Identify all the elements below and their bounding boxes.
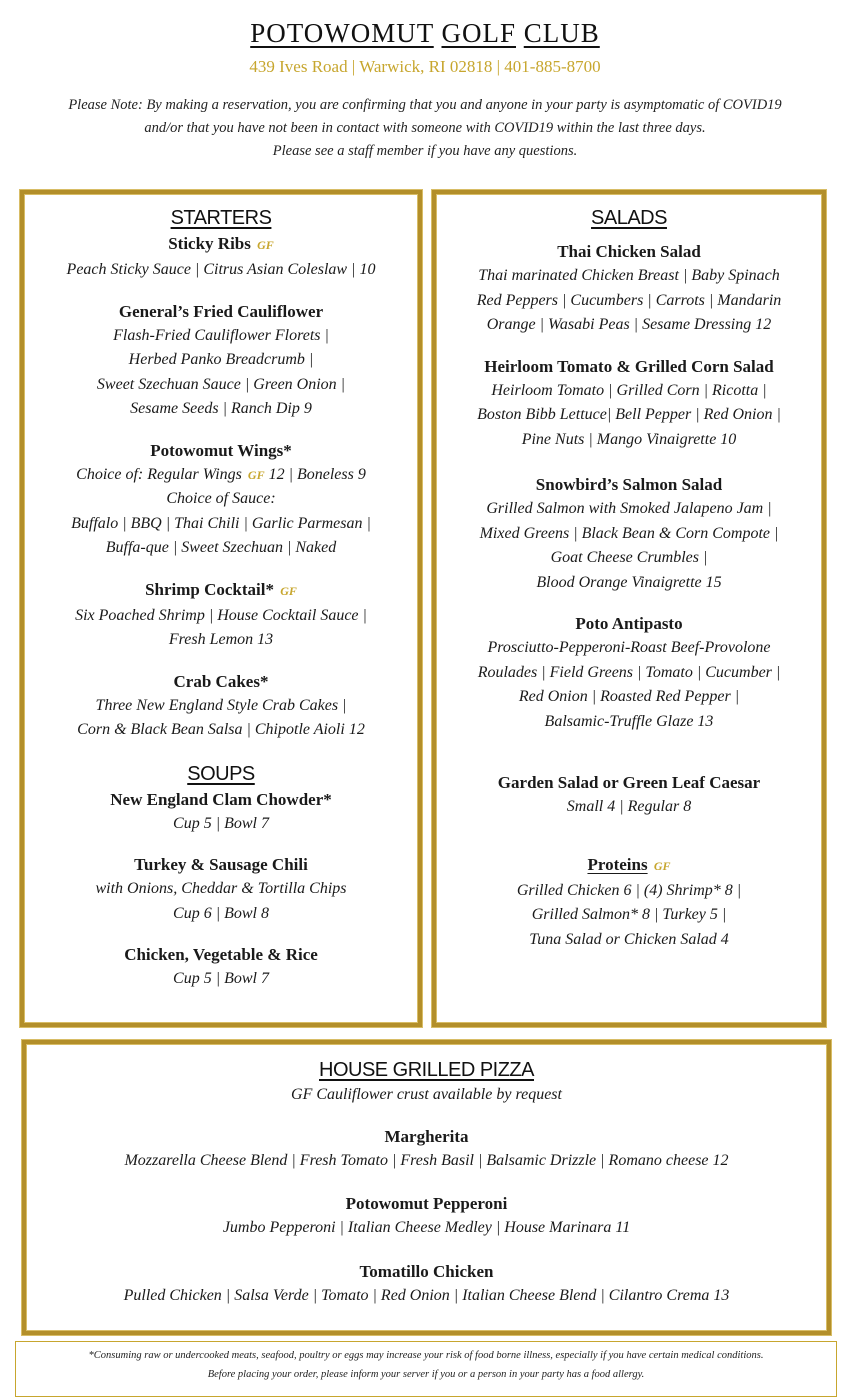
menu-item [24, 852, 418, 926]
menu-item [24, 299, 418, 422]
menu-item [26, 1191, 827, 1241]
item-name: Margherita [384, 1126, 469, 1146]
starters-heading: STARTERS [170, 207, 272, 229]
menu-item [436, 770, 822, 820]
menu-item [436, 239, 822, 338]
menu-item [24, 438, 418, 561]
menu-item [24, 577, 418, 653]
proteins-block [436, 852, 822, 953]
soups-heading: SOUPS [187, 762, 255, 785]
gf-badge: GF [653, 858, 671, 873]
item-name: Thai Chicken Salad [557, 242, 701, 261]
page-header [0, 18, 850, 163]
item-name: Potowomut Wings* [150, 440, 292, 460]
starters-soups-column [24, 205, 418, 992]
menu-item [24, 942, 418, 992]
item-description: Peach Sticky Sauce | Citrus Asian Coleslaw | 10 [66, 261, 376, 278]
club-title-word: CLUB [523, 18, 600, 48]
item-description: Pulled Chicken | Salsa Verde | Tomato | Red Onion | Italian Cheese Blend | Cilantro Crema 13 [123, 1286, 730, 1304]
item-name: Shrimp Cocktail* [145, 579, 274, 599]
item-description: Cup 5 | Bowl 7 [173, 814, 269, 832]
item-name: Garden Salad or Green Leaf Caesar [497, 773, 761, 792]
covid-note-line: and/or that you have not been in contact with someone with COVID19 within the last three days. [144, 120, 706, 136]
item-description: 12 | Boneless 9 [264, 465, 366, 483]
item-name: New England Clam Chowder* [110, 789, 332, 809]
menu-item [24, 669, 418, 743]
menu-item [436, 611, 822, 734]
covid-note [0, 94, 850, 163]
item-name: Chicken, Vegetable & Rice [124, 945, 318, 964]
item-name: Turkey & Sausage Chili [134, 855, 308, 874]
item-name: Heirloom Tomato & Grilled Corn Salad [484, 356, 774, 376]
proteins-heading: Proteins [587, 854, 648, 874]
menu-item [24, 787, 418, 837]
item-description: Jumbo Pepperoni | Italian Cheese Medley | House Marinara 11 [222, 1219, 631, 1236]
item-name: Crab Cakes* [173, 671, 269, 691]
item-description: Heirloom Tomato | Grilled Corn | Ricotta | Boston Bibb Lettuce| Bell Pepper | Red Onion | Pine Nuts | Mango Vinaigrette 10 [477, 381, 781, 448]
item-description: Prosciutto-Pepperoni-Roast Beef-Provolone Roulades | Field Greens | Tomato | Cucumber | Red Onion | Roasted Red Pepper | Balsamic-Truffle Glaze 13 [477, 639, 781, 730]
gf-badge: GF [280, 583, 297, 598]
pizza-section [26, 1057, 827, 1308]
item-name: Tomatillo Chicken [359, 1261, 494, 1281]
item-name: General’s Fried Cauliflower [118, 301, 324, 321]
menu-item [26, 1259, 827, 1309]
item-name: Potowomut Pepperoni [345, 1194, 508, 1213]
item-description: Thai marinated Chicken Breast | Baby Spinach Red Peppers | Cucumbers | Carrots | Mandarin Orange | Wasabi Peas | Sesame Dressing 12 [476, 267, 782, 333]
item-name: Snowbird’s Salmon Salad [535, 475, 723, 494]
pizza-heading: HOUSE GRILLED PIZZA [319, 1059, 534, 1081]
item-description: Choice of Sauce: Buffalo | BBQ | Thai Chili | Garlic Parmesan | Buffa-que | Sweet Szechuan | Naked [71, 490, 371, 556]
item-description: Choice of: Regular Wings [76, 465, 242, 483]
item-description: Grilled Salmon with Smoked Jalapeno Jam | Mixed Greens | Black Bean & Corn Compote | Goat Cheese Crumbles | Blood Orange Vinaigrette 15 [479, 500, 779, 591]
item-name: Poto Antipasto [575, 614, 683, 633]
item-description: Three New England Style Crab Cakes | Corn & Black Bean Salsa | Chipotle Aioli 12 [77, 696, 365, 738]
item-description: Six Poached Shrimp | House Cocktail Sauce | Fresh Lemon 13 [75, 606, 367, 648]
covid-note-line: Please see a staff member if you have any questions. [272, 143, 578, 159]
salads-heading: SALADS [591, 207, 667, 229]
item-description: with Onions, Cheddar & Tortilla Chips Cup 6 | Bowl 8 [95, 880, 347, 922]
item-description: Mozzarella Cheese Blend | Fresh Tomato | Fresh Basil | Balsamic Drizzle | Romano cheese 12 [124, 1151, 729, 1169]
covid-note-line: Please Note: By making a reservation, you are confirming that you and anyone in your party is asymptomatic of COVID19 [68, 97, 782, 113]
item-description: Small 4 | Regular 8 [566, 798, 692, 815]
item-description: Flash-Fried Cauliflower Florets | Herbed Panko Breadcrumb | Sweet Szechuan Sauce | Green Onion | Sesame Seeds | Ranch Dip 9 [96, 326, 346, 417]
club-title-word: POTOWOMUT [250, 18, 434, 48]
menu-item [436, 472, 822, 595]
footnote-line: Before placing your order, please inform your server if you or a person in your party has a food allergy. [207, 1369, 645, 1380]
club-title [0, 18, 850, 49]
proteins-description: Grilled Chicken 6 | (4) Shrimp* 8 | Grilled Salmon* 8 | Turkey 5 | Tuna Salad or Chicken Salad 4 [516, 881, 742, 948]
pizza-subtitle: GF Cauliflower crust available by request [291, 1086, 562, 1103]
club-title-word: GOLF [441, 18, 516, 48]
gf-badge: GF [247, 467, 265, 482]
club-address: 439 Ives Road | Warwick, RI 02818 | 401-885-8700 [249, 57, 601, 76]
menu-item [24, 231, 418, 283]
item-name: Sticky Ribs [168, 234, 251, 253]
footnote-line: *Consuming raw or undercooked meats, seafood, poultry or eggs may increase your risk of food borne illness, especially if you have certain medical conditions. [88, 1350, 764, 1361]
item-description: Cup 5 | Bowl 7 [173, 970, 269, 987]
salads-column [436, 205, 822, 952]
menu-item [26, 1124, 827, 1174]
gf-badge: GF [257, 238, 274, 252]
allergy-footnote [15, 1341, 837, 1397]
menu-item [436, 354, 822, 453]
